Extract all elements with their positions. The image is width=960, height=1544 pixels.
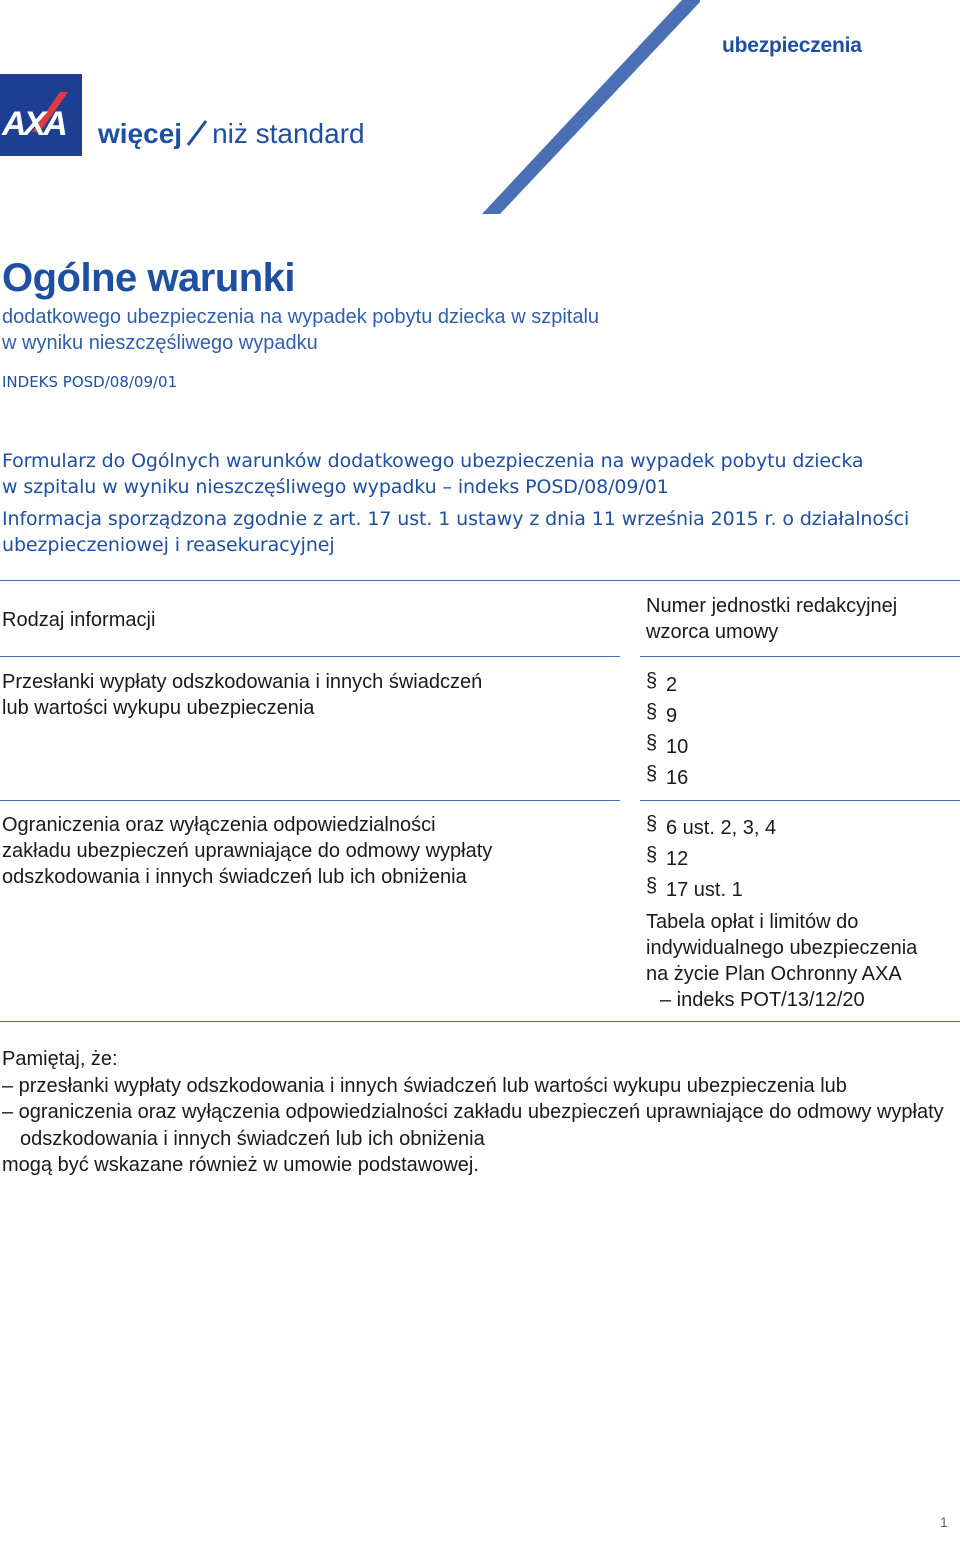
table-header-right bbox=[646, 593, 960, 645]
subtitle-line: dodatkowego ubezpieczenia na wypadek pobytu dziecka w szpitalu bbox=[2, 306, 600, 328]
row2-description bbox=[2, 812, 602, 890]
note-line: – indeks POT/13/12/20 bbox=[660, 989, 865, 1011]
subtitle-line: w wyniku nieszczęśliwego wypadku bbox=[2, 332, 318, 354]
tariff-note bbox=[646, 909, 960, 1013]
section-sign-icon bbox=[646, 762, 660, 784]
table-rule bbox=[0, 800, 620, 801]
row1-description bbox=[2, 669, 602, 721]
table-rule bbox=[640, 656, 960, 657]
svg-text:§: § bbox=[646, 813, 658, 834]
logo-text: AXA bbox=[2, 105, 65, 143]
row2-references bbox=[646, 812, 960, 1013]
row2-line: Ograniczenia oraz wyłączenia odpowiedzialności bbox=[2, 814, 436, 836]
table-bottom-rule bbox=[0, 1021, 960, 1022]
section-sign-icon bbox=[646, 669, 660, 691]
category-label: ubezpieczenia bbox=[722, 34, 862, 57]
header-right-line: wzorca umowy bbox=[646, 621, 779, 643]
note-line: na życie Plan Ochronny AXA bbox=[646, 963, 902, 985]
page-number: 1 bbox=[940, 1514, 948, 1530]
svg-text:§: § bbox=[646, 701, 658, 722]
paragraph-reference: § 2 bbox=[646, 670, 678, 696]
row2-line: zakładu ubezpieczeń uprawniające do odmowy wypłaty bbox=[2, 840, 493, 862]
tagline-strong: więcej bbox=[98, 118, 183, 149]
intro-line: Formularz do Ogólnych warunków dodatkowego ubezpieczenia na wypadek pobytu dziecka bbox=[2, 450, 864, 472]
tagline bbox=[98, 118, 365, 150]
svg-text:§: § bbox=[646, 670, 658, 691]
section-sign-icon bbox=[646, 731, 660, 753]
table-header-left: Rodzaj informacji bbox=[2, 609, 156, 631]
row1-line: lub wartości wykupu ubezpieczenia bbox=[2, 697, 315, 719]
remember-heading: Pamiętaj, że: bbox=[2, 1048, 118, 1070]
remember-footer: mogą być wskazane również w umowie podstawowej. bbox=[2, 1154, 479, 1176]
svg-text:§: § bbox=[646, 763, 658, 784]
paragraph-reference: § 16 bbox=[646, 763, 689, 789]
svg-text:§: § bbox=[646, 732, 658, 753]
section-sign-icon bbox=[646, 812, 660, 834]
document-index: INDEKS POSD/08/09/01 bbox=[2, 373, 178, 391]
section-sign-icon bbox=[646, 874, 660, 896]
paragraph-reference: § 12 bbox=[646, 844, 689, 870]
section-sign-icon bbox=[646, 843, 660, 865]
tagline-rest: niż standard bbox=[212, 118, 365, 149]
row2-line: odszkodowania i innych świadczeń lub ich obniżenia bbox=[2, 866, 467, 888]
remember-item: – przesłanki wypłaty odszkodowania i innych świadczeń lub wartości wykupu ubezpieczenia lub bbox=[2, 1074, 847, 1097]
table-top-rule bbox=[0, 580, 960, 581]
intro-line: ubezpieczeniowej i reasekuracyjnej bbox=[2, 534, 335, 556]
intro-line: w szpitalu w wyniku nieszczęśliwego wypadku – indeks POSD/08/09/01 bbox=[2, 476, 669, 498]
row1-references bbox=[646, 669, 960, 793]
row1-line: Przesłanki wypłaty odszkodowania i innych świadczeń bbox=[2, 671, 483, 693]
remember-item: – ograniczenia oraz wyłączenia odpowiedzialności zakładu ubezpieczeń uprawniające do odmowy wypłaty odszkodowania i innych świadczeń lub ich obniżenia bbox=[2, 1101, 944, 1150]
note-line: indywidualnego ubezpieczenia bbox=[646, 937, 918, 959]
intro-line: Informacja sporządzona zgodnie z art. 17 ust. 1 ustawy z dnia 11 września 2015 r. o działalności bbox=[2, 508, 910, 530]
paragraph-reference: § 9 bbox=[646, 701, 678, 727]
remember-block bbox=[2, 1046, 960, 1179]
svg-text:§: § bbox=[646, 875, 658, 896]
note-line: Tabela opłat i limitów do bbox=[646, 911, 859, 933]
decorative-stripe bbox=[470, 0, 700, 214]
table-rule bbox=[0, 656, 620, 657]
table-rule bbox=[640, 800, 960, 801]
header-right-line: Numer jednostki redakcyjnej bbox=[646, 595, 898, 617]
page-title: Ogólne warunki bbox=[2, 256, 296, 300]
axa-logo bbox=[0, 74, 82, 156]
section-sign-icon bbox=[646, 700, 660, 722]
paragraph-reference: § 6 ust. 2, 3, 4 bbox=[646, 813, 777, 839]
slash-icon bbox=[186, 119, 208, 147]
svg-text:§: § bbox=[646, 844, 658, 865]
paragraph-reference: § 10 bbox=[646, 732, 689, 758]
paragraph-reference: § 17 ust. 1 bbox=[646, 875, 743, 901]
